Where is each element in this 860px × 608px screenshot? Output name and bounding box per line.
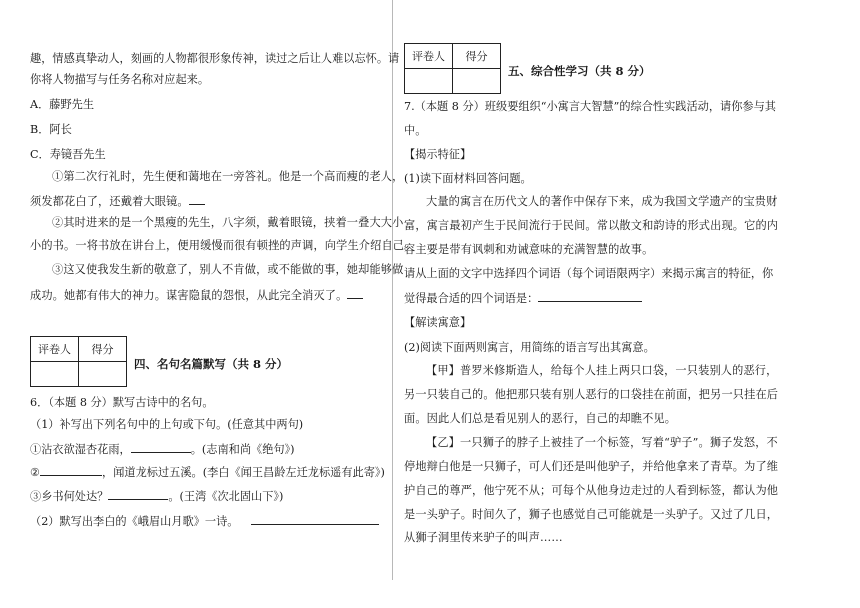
description-1-cont: 须发都花白了，还戴着大眼镜。 xyxy=(30,193,205,209)
fable-yi-cont: 停地辩白他是一只狮子，可人们还是叫他驴子，并给他拿来了青草。为了维 xyxy=(404,460,779,473)
description-1: ①第二次行礼时，先生便和蔼地在一旁答礼。他是一个高而瘦的老人， xyxy=(52,170,404,183)
description-3: ③这又使我发生新的敬意了，别人不肯做，或不能做的事，她却能够做 xyxy=(52,263,404,276)
q7-stem: 7.（本题 8 分）班级要组织“小寓言大智慧”的综合性实践活动，请你参与其 xyxy=(404,100,776,113)
tag-interpret-meaning: 【解读寓意】 xyxy=(404,316,472,329)
tag-reveal-features: 【揭示特征】 xyxy=(404,148,472,161)
column-divider xyxy=(392,0,393,580)
fable-yi: 【乙】一只狮子的脖子上被挂了一个标签，写着“驴子”。狮子发怒，不 xyxy=(426,436,778,449)
grader-label: 评卷人 xyxy=(405,44,453,69)
fable-yi-cont: 护自己的尊严，他宁死不从；可每个从他身边走过的人看到标签，都认为他 xyxy=(404,484,779,497)
answer-blank[interactable] xyxy=(251,513,379,525)
sub-question-1: (1)读下面材料回答问题。 xyxy=(404,172,532,185)
q6-item-1: ①沾衣欲湿杏花雨， 。(志南和尚《绝句》) xyxy=(30,443,295,456)
option-a: A．藤野先生 xyxy=(30,98,95,111)
score-table xyxy=(30,336,127,387)
q5-text-line: 趣，情感真挚动人，刻画的人物都很形象传神，读过之后让人难以忘怀。请 xyxy=(30,52,400,65)
answer-blank[interactable] xyxy=(347,287,363,299)
score-label: 得分 xyxy=(453,44,501,69)
fable-jia: 【甲】普罗米修斯造人，给每个人挂上两只口袋，一只装别人的恶行， xyxy=(426,364,778,377)
answer-blank[interactable] xyxy=(131,441,191,453)
material-text: 容主要是带有讽刺和劝诫意味的充满智慧的故事。 xyxy=(404,243,654,256)
answer-blank[interactable] xyxy=(108,488,168,500)
q6-item-2: ② ，闻道龙标过五溪。(李白《闻王昌龄左迁龙标遥有此寄》) xyxy=(30,466,385,479)
q7-ask-cont: 觉得最合适的四个词语是： xyxy=(404,290,642,306)
fable-yi-cont: 是一头驴子。时间久了，狮子也感觉自己可能就是一头驴子。又过了几日， xyxy=(404,508,779,521)
fable-yi-cont: 从狮子洞里传来驴子的叫声…… xyxy=(404,531,563,544)
answer-blank[interactable] xyxy=(40,464,102,476)
description-2-cont: 小的书。一将书放在讲台上，便用缓慢而很有顿挫的声调，向学生介绍自己。 xyxy=(30,239,416,252)
grader-label: 评卷人 xyxy=(31,337,79,362)
sub-question-2: (2)阅读下面两则寓言，用简练的语言写出其寓意。 xyxy=(404,341,655,354)
fable-jia-cont: 另一只装自己的。他把那只装有别人恶行的口袋挂在前面，把另一只挂在后 xyxy=(404,388,779,401)
answer-blank[interactable] xyxy=(538,290,642,302)
option-b: B．阿长 xyxy=(30,123,72,136)
q6-stem: 6．（本题 8 分）默写古诗中的名句。 xyxy=(30,396,214,409)
description-3-cont: 成功。她都有伟大的神力。谋害隐鼠的怨恨，从此完全消灭了。 xyxy=(30,287,363,303)
material-text: 富，寓言最初产生于民间流行于民间。常以散文和韵诗的形式出现。它的内 xyxy=(404,219,779,232)
score-cell xyxy=(79,362,127,387)
q5-text-line: 你将人物描写与任务名称对应起来。 xyxy=(30,73,210,86)
q6-item-3: ③乡书何处达？ 。(王湾《次北固山下》) xyxy=(30,490,284,503)
option-c: C．寿镜吾先生 xyxy=(30,148,106,161)
material-text: 大量的寓言在历代文人的著作中保存下来，成为我国文学遗产的宝贵财 xyxy=(426,195,778,208)
q6-part2: （2）默写出李白的《峨眉山月歌》一诗。 xyxy=(30,513,379,529)
grader-cell xyxy=(31,362,79,387)
q7-stem-cont: 中。 xyxy=(404,124,427,137)
grader-cell xyxy=(405,69,453,94)
section-5-title: 五、综合性学习（共 8 分） xyxy=(508,64,651,78)
fable-jia-cont: 面。因此人们总是看见别人的恶行，自己的却瞧不见。 xyxy=(404,412,677,425)
score-label: 得分 xyxy=(79,337,127,362)
answer-blank[interactable] xyxy=(189,193,205,205)
section-4-title: 四、名句名篇默写（共 8 分） xyxy=(134,357,289,371)
q7-ask: 请从上面的文字中选择四个词语（每个词语限两字）来揭示寓言的特征，你 xyxy=(404,267,774,280)
description-2: ②其时进来的是一个黑瘦的先生，八字须，戴着眼镜，挟着一叠大大小 xyxy=(52,216,404,229)
q6-part1: （1）补写出下列名句中的上句或下句。(任意其中两句) xyxy=(30,418,304,431)
score-cell xyxy=(453,69,501,94)
score-table xyxy=(404,43,501,94)
